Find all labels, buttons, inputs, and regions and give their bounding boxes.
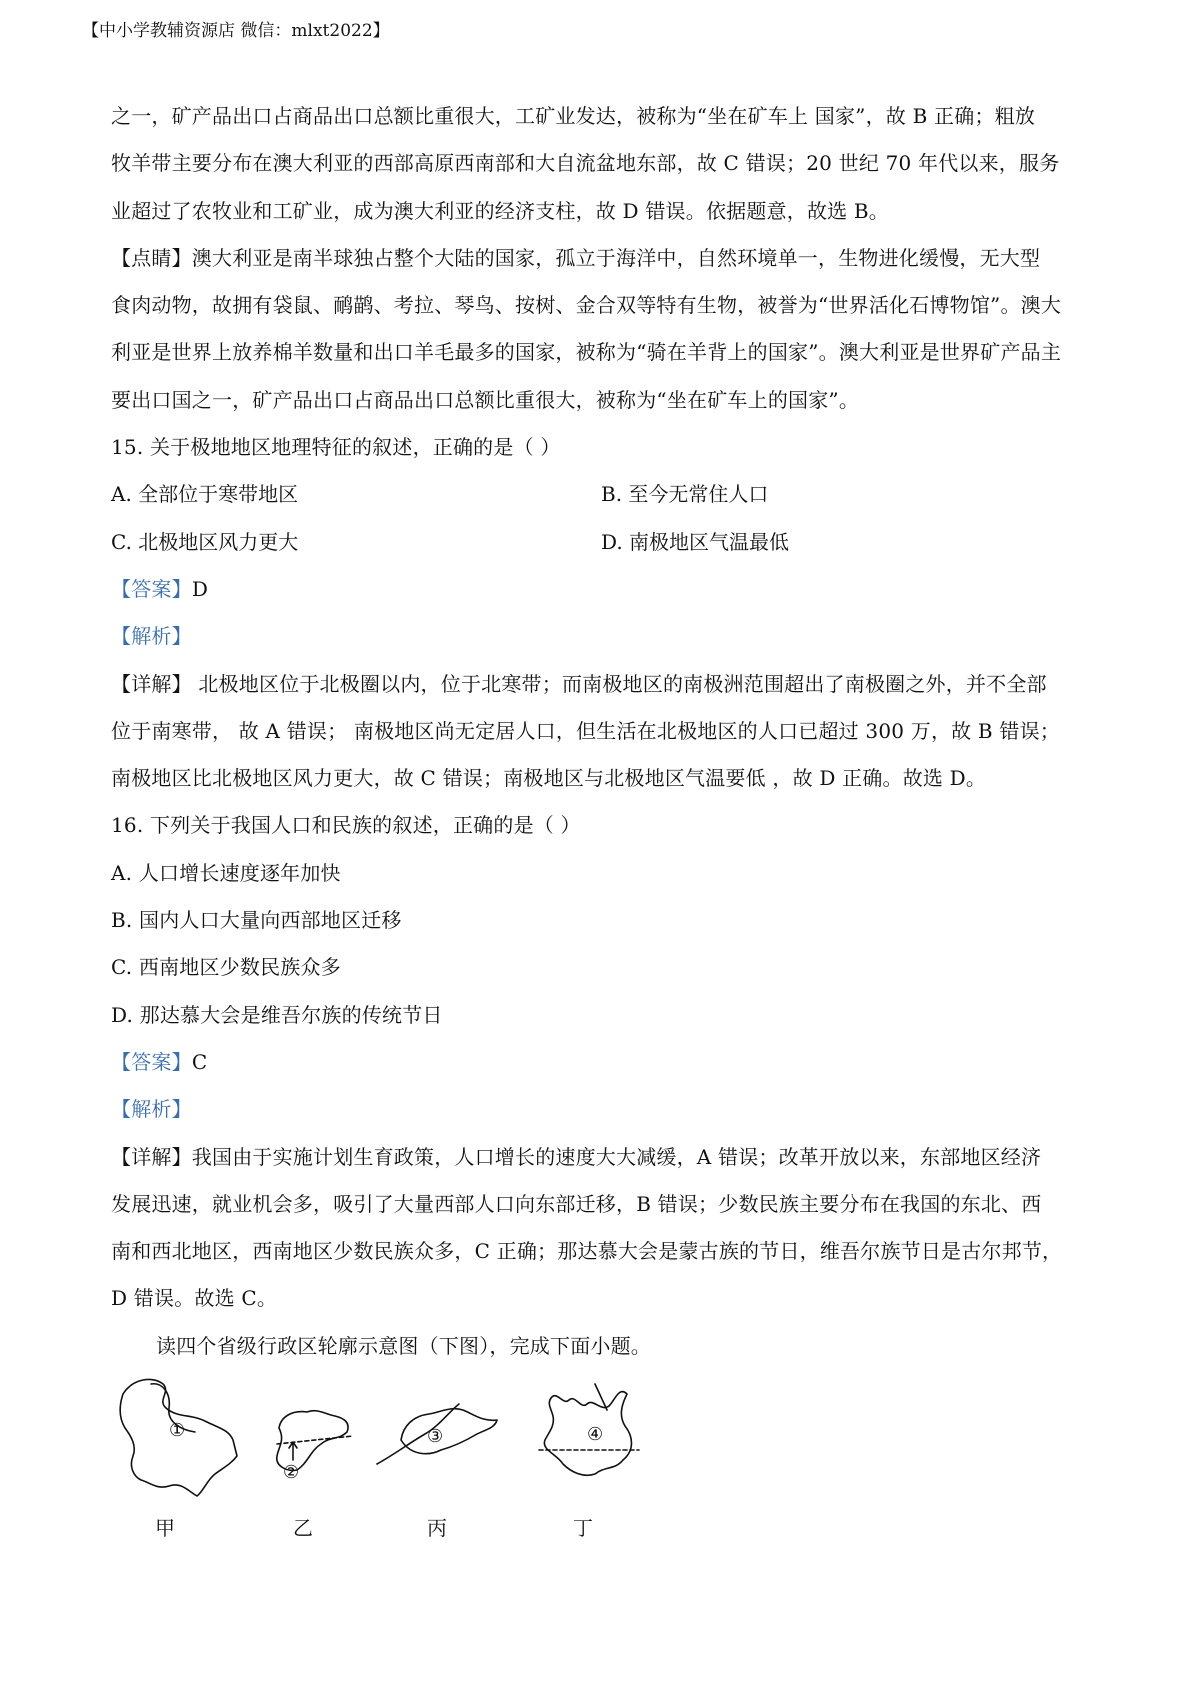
q15-answer: [111, 566, 1106, 613]
pointer-line: 食肉动物，故拥有袋鼠、鸸鹋、考拉、琴鸟、按树、金合双等特有生物，被誉为“世界活化石博物馆”。澳大: [111, 293, 1062, 318]
label-yi: 乙: [293, 1516, 313, 1540]
header-tag: 【中小学教辅资源店 微信：mlxt2022】: [82, 21, 390, 41]
q16-option-a[interactable]: A. 人口增长速度逐年加快: [111, 860, 341, 885]
marker-4: ④: [587, 1424, 604, 1445]
q15-option-b[interactable]: B. 至今无常住人口: [601, 482, 769, 507]
intro-line: 业超过了农牧业和工矿业，成为澳大利亚的经济支柱，故 D 错误。依据题意，故选 B。: [111, 198, 890, 223]
q16-answer: [111, 1039, 1106, 1086]
marker-1: ①: [169, 1420, 186, 1441]
pointer-line: 要出口国之一，矿产品出口占商品出口总额比重很大，被称为“坐在矿车上的国家”。: [111, 387, 860, 412]
document-body: [111, 93, 1106, 1370]
province-arrow-yi: [289, 1442, 297, 1460]
q16-detail-line: 南和西北地区，西南地区少数民族众多，C 正确；那达慕大会是蒙古族的节日，维吾尔族节日是古尔邦节，: [111, 1239, 1063, 1264]
q16-answer-label: 【答案】: [111, 1049, 192, 1074]
q15-detail-line: 【详解】 北极地区位于北极圈以内，位于北寒带；而南极地区的南极洲范围超出了南极圈之外，并不全部: [111, 671, 1047, 696]
q16-option-b[interactable]: B. 国内人口大量向西部地区迁移: [111, 908, 402, 933]
q16-answer-value: C: [191, 1049, 208, 1074]
q15-analysis-label: 【解析】: [111, 624, 192, 649]
province-outline-bing: [401, 1409, 497, 1454]
q15-option-c[interactable]: C. 北极地区风力更大: [111, 529, 299, 554]
q15-detail-line: 南极地区比北极地区风力更大，故 C 错误；南极地区与北极地区气温要低 ，故 D 正确。故选 D。: [111, 766, 987, 791]
pointer-line: 【点睛】澳大利亚是南半球独占整个大陆的国家，孤立于海洋中，自然环境单一，生物进化缓慢，无大型: [111, 245, 1041, 270]
q16-option-d[interactable]: D. 那达慕大会是维吾尔族的传统节日: [111, 1002, 443, 1027]
q15-option-a[interactable]: A. 全部位于寒带地区: [111, 482, 299, 507]
label-bing: 丙: [427, 1516, 447, 1540]
marker-3: ③: [427, 1426, 444, 1447]
question-16-stem: 16. 下列关于我国人口和民族的叙述，正确的是（ ）: [111, 813, 581, 838]
question-15-options-row-1: [111, 471, 1106, 518]
province-outline-figure: [111, 1370, 731, 1540]
province-outline-svg: [111, 1370, 731, 1510]
question-15-stem: 15. 关于极地地区地理特征的叙述，正确的是（ ）: [111, 435, 561, 460]
province-divider-yi: [277, 1436, 353, 1444]
pointer-line: 利亚是世界上放养棉羊数量和出口羊毛最多的国家，被称为“骑在羊背上的国家”。澳大利亚是世界矿产品主: [111, 340, 1062, 365]
marker-2: ②: [283, 1462, 300, 1483]
q16-detail-line: D 错误。故选 C。: [111, 1286, 278, 1311]
label-jia: 甲: [155, 1516, 175, 1540]
intro-line: 牧羊带主要分布在澳大利亚的西部高原西南部和大自流盆地东部，故 C 错误；20 世纪 70 年代以来，服务: [111, 151, 1060, 176]
q15-option-d[interactable]: D. 南极地区气温最低: [601, 529, 790, 554]
q15-detail-line: 位于南寒带， 故 A 错误； 南极地区尚无定居人口，但生活在北极地区的人口已超过 300 万，故 B 错误；: [111, 718, 1060, 743]
q16-detail-line: 发展迅速，就业机会多，吸引了大量西部人口向东部迁移，B 错误；少数民族主要分布在我国的东北、西: [111, 1191, 1042, 1216]
q15-answer-value: D: [191, 576, 209, 601]
province-border-bing: [377, 1404, 459, 1464]
q16-analysis-label: 【解析】: [111, 1097, 192, 1122]
q15-answer-label: 【答案】: [111, 576, 192, 601]
q16-detail-line: 【详解】我国由于实施计划生育政策，人口增长的速度大大减缓，A 错误；改革开放以来，东部地区经济: [111, 1144, 1042, 1169]
figure-intro: 读四个省级行政区轮廓示意图（下图），完成下面小题。: [156, 1333, 651, 1358]
label-ding: 丁: [573, 1516, 593, 1540]
question-15-options-row-2: [111, 519, 1106, 566]
q16-option-c[interactable]: C. 西南地区少数民族众多: [111, 955, 341, 980]
intro-line: 之一，矿产品出口占商品出口总额比重很大，工矿业发达，被称为“坐在矿车上 国家”，故 B 正确；粗放: [111, 104, 1036, 128]
